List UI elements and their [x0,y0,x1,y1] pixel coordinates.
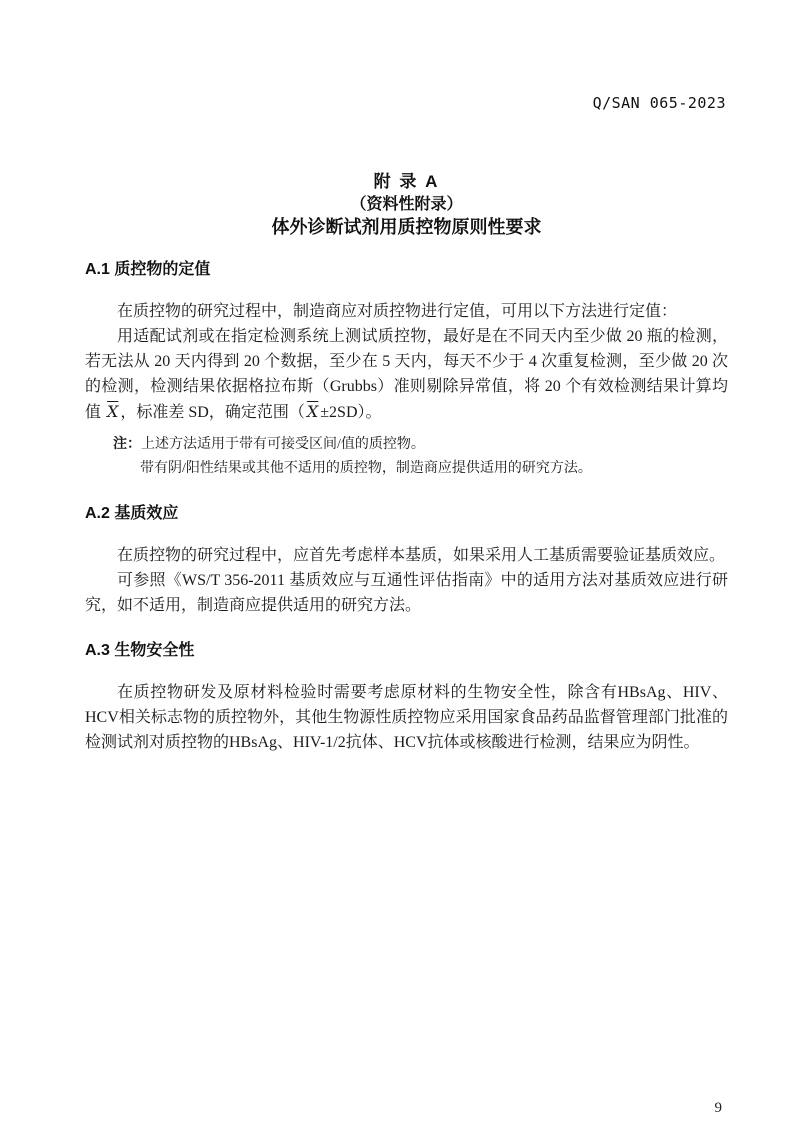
section-a2-heading: A.2 基质效应 [85,505,179,522]
section-a1-paragraph-1: 在质控物的研究过程中，制造商应对质控物进行定值，可用以下方法进行定值： [117,303,678,320]
note-block [113,431,728,481]
x-bar-mean-symbol: $\overline{X}$ [306,402,319,421]
page-number: 9 [714,1100,722,1116]
appendix-type: （资料性附录） [350,196,463,213]
note-line-1 [113,431,728,457]
x-bar-mean-symbol: $\overline{X}$ [107,402,119,421]
section-a3-paragraph-1: 在质控物研发及原材料检验时需要考虑原材料的生物安全性，除含有HBsAg、HIV、HCV相关标志物的质控物外，其他生物源性质控物应采用国家食品药品监督管理部门批准的检测试剂对质控物的HBsAg、HIV-1/2抗体、HCV抗体或核酸进行检测，结果应为阴性。 [85,684,728,751]
document-content [85,0,728,755]
section-a2-paragraph-2: 可参照《WS/T 356-2011 基质效应与互通性评估指南》中的适用方法对基质效应进行研究，如不适用，制造商应提供适用的研究方法。 [85,572,728,614]
paragraph-text: ，标准差 SD，确定范围（ [120,404,305,421]
appendix-title: 附 录 A [373,172,440,191]
note-text: 上述方法适用于带有可接受区间/值的质控物。 [141,437,425,452]
appendix-subject: 体外诊断试剂用质控物原则性要求 [271,217,542,237]
note-label: 注： [113,435,141,451]
document-code: Q/SAN 065-2023 [592,94,726,112]
note-line-2: 带有阴/阳性结果或其他不适用的质控物，制造商应提供适用的研究方法。 [140,461,592,476]
section-a3-heading: A.3 生物安全性 [85,642,195,659]
paragraph-text: 用适配试剂或在指定检测系统上测试质控物，最好是在不同天内至少做 20 瓶的检测，若无法从 20 天内得到 20 个数据，至少在 5 天内，每天不少于 4 次重复检测，至少做 20 次的检测，检测结果依据格拉布斯（Grubbs）准则剔除异常值，将 20 个有效检测结果计算均值 [85,328,728,421]
section-a1-paragraph-2 [85,324,728,425]
paragraph-text: ±2SD）。 [320,404,382,421]
section-a1-heading: A.1 质控物的定值 [85,261,211,278]
appendix-title-block [85,170,728,239]
section-a2-paragraph-1: 在质控物的研究过程中，应首先考虑样本基质，如果采用人工基质需要验证基质效应。 [117,547,726,564]
